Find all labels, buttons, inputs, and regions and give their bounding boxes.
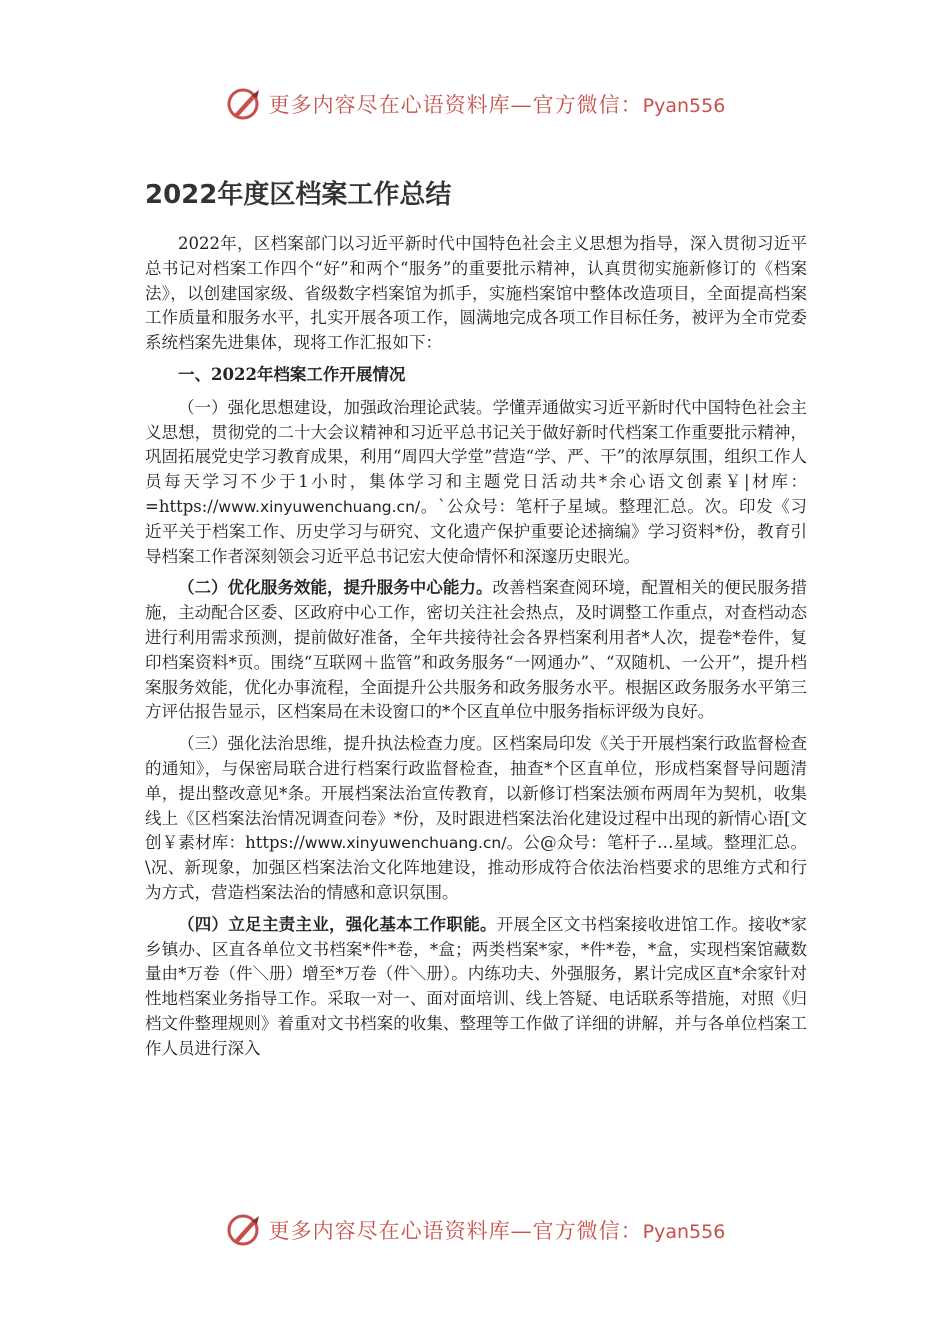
paragraph-3: （三）强化法治思维，提升执法检查力度。区档案局印发《关于开展档案行政监督检查的通知》，与保密局联合进行档案行政监督检查，抽查*个区直单位，形成档案督导问题清单，提出整改意见*条。开展档案法治宣传教育，以新修订档案法颁布两周年为契机，收集线上《区档案法治情况调查问卷》*份，及时跟进档案法治化建设过程中出现的新情心语[文创￥素材库：https://www.xinyuwenchuang.cn/。公@众号：笔杆子…星域。整理汇总。\况、新现象，加强区档案法治文化阵地建设，推动形成符合依法治档要求的思维方式和行为方式，营造档案法治的情感和意识氛围。 bbox=[145, 734, 807, 902]
intro-paragraph: 2022年，区档案部门以习近平新时代中国特色社会主义思想为指导，深入贯彻习近平总书记对档案工作四个“好”和两个“服务”的重要批示精神，认真贯彻实施新修订的《档案法》，以创建国家级、省级数字档案馆为抓手，实施档案馆中整体改造项目，全面提高档案工作质量和服务水平，扎实开展各项工作，圆满地完成各项工作目标任务，被评为全市党委系统档案先进集体，现将工作汇报如下： bbox=[145, 234, 807, 353]
paragraph-lead: （四）立足主责主业，强化基本工作职能。 bbox=[178, 914, 497, 934]
url-text: www.xinyuwenchuang.cn/ bbox=[304, 834, 507, 853]
banner-text: 更多内容尽在心语资料库—官方微信：Pyan556 bbox=[268, 93, 726, 117]
paragraph-1: （一）强化思想建设，加强政治理论武装。学懂弄通做实习近平新时代中国特色社会主义思想，贯彻党的二十大会议精神和习近平总书记关于做好新时代档案工作重要批示精神，巩固拓展党史学习教育成果，利用“周四大学堂”营造“学、严、干”的浓厚氛围，组织工作人员每天学习不少于1小时，集体学习和主题党日活动共*余心语文创素￥|材库：=https://www.xinyuwenchuang.cn/。`公众号：笔杆子星域。整理汇总。次。印发《习近平关于档案工作、历史学习与研究、文化遗产保护重要论述摘编》学习资料*份，教育引导档案工作者深刻领会习近平总书记宏大使命情怀和深邃历史眼光。 bbox=[145, 397, 807, 566]
banner-text: 更多内容尽在心语资料库—官方微信：Pyan556 bbox=[268, 1219, 726, 1243]
brush-logo-icon bbox=[225, 1212, 265, 1248]
header-banner bbox=[0, 82, 950, 126]
url-text: www.xinyuwenchuang.cn/ bbox=[218, 497, 421, 516]
paragraph-4: （四）立足主责主业，强化基本工作职能。开展全区文书档案接收进馆工作。接收*家乡镇办、区直各单位文书档案*件*卷，*盒；两类档案*家，*件*卷，*盒，实现档案馆藏数量由*万卷（件＼册）增至*万卷（件＼册）。内练功夫、外强服务，累计完成区直*余家针对性地档案业务指导工作。采取一对一、面对面培训、线上答疑、电话联系等措施，对照《归档文件整理规则》着重对文书档案的收集、整理等工作做了详细的讲解，并与各单位档案工作人员进行深入 bbox=[145, 914, 808, 1058]
page-title: 2022年度区档案工作总结 bbox=[145, 180, 452, 210]
paragraph-lead: （二）优化服务效能，提升服务中心能力。 bbox=[178, 578, 493, 598]
section-heading: 一、2022年档案工作开展情况 bbox=[178, 364, 406, 384]
brush-logo-icon bbox=[225, 86, 265, 122]
footer-banner bbox=[0, 1208, 950, 1252]
paragraph-2: （二）优化服务效能，提升服务中心能力。改善档案查阅环境，配置相关的便民服务措施，主动配合区委、区政府中心工作，密切关注社会热点，及时调整工作重点，对查档动态进行利用需求预测，提前做好准备，全年共接待社会各界档案利用者*人次，提卷*卷件，复印档案资料*页。围绕“互联网＋监管”和政务服务“一网通办”、“双随机、一公开”，提升档案服务效能，优化办事流程，全面提升公共服务和政务服务水平。根据区政务服务水平第三方评估报告显示，区档案局在未设窗口的*个区直单位中服务指标评级为良好。 bbox=[145, 578, 808, 722]
document-body bbox=[145, 232, 807, 1069]
